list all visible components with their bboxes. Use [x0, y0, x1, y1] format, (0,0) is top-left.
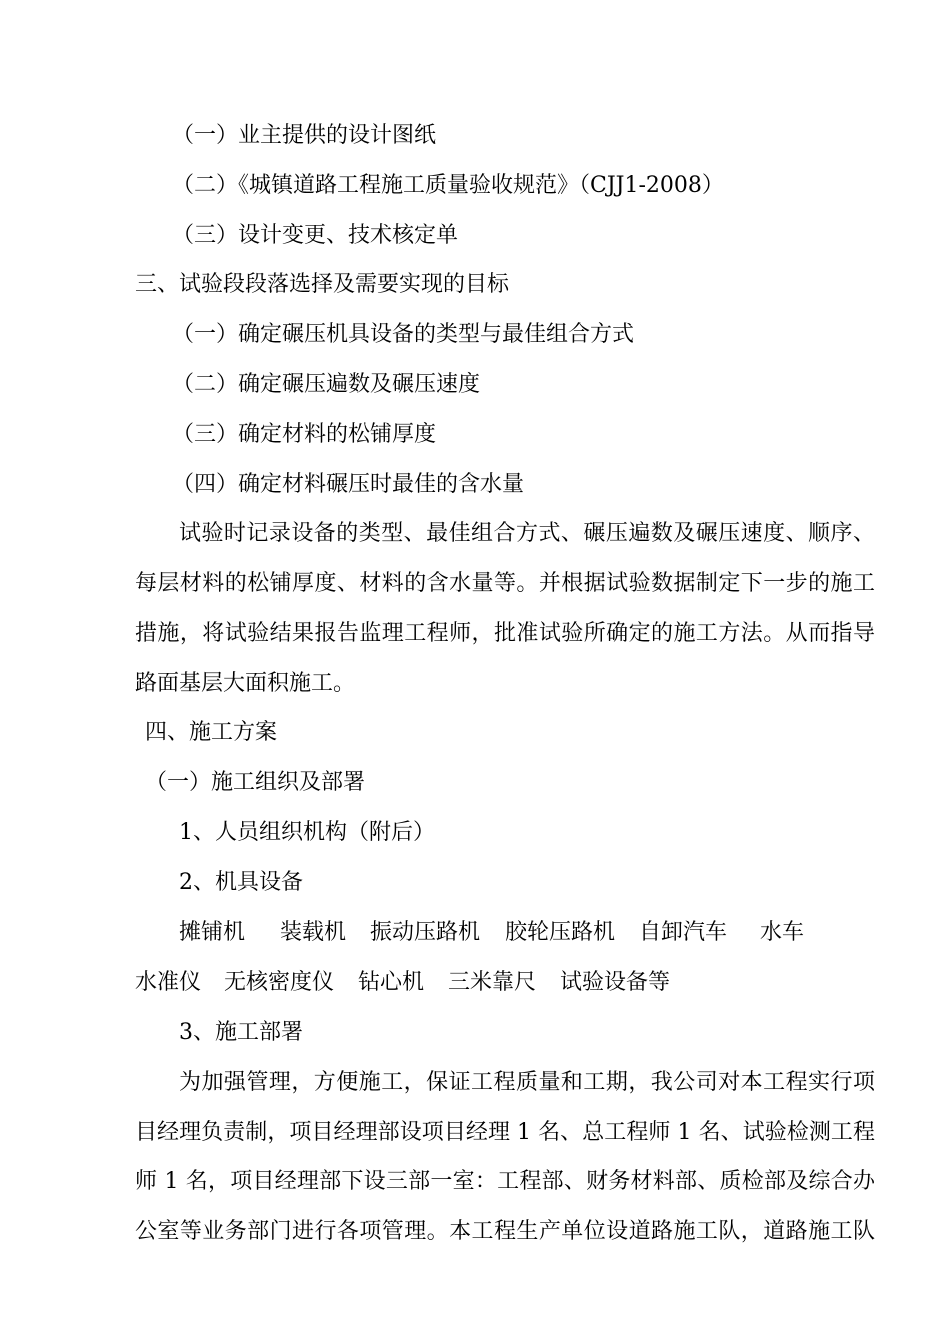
list-item: （一）业主提供的设计图纸: [172, 123, 437, 148]
paragraph-line: 每层材料的松铺厚度、材料的含水量等。并根据试验数据制定下一步的施工: [135, 571, 875, 596]
equipment-item: 摊铺机: [179, 920, 246, 945]
list-item: （四）确定材料碾压时最佳的含水量: [172, 472, 525, 497]
list-item: （三）确定材料的松铺厚度: [172, 422, 437, 447]
list-item: （一）确定碾压机具设备的类型与最佳组合方式: [172, 322, 635, 347]
paragraph-line: 试验时记录设备的类型、最佳组合方式、碾压遍数及碾压速度、顺序、: [179, 521, 875, 546]
paragraph-line: 措施，将试验结果报告监理工程师，批准试验所确定的施工方法。从而指导: [135, 621, 875, 646]
paragraph-line: 为加强管理，方便施工，保证工程质量和工期，我公司对本工程实行项: [179, 1070, 875, 1095]
equipment-item: 试验设备等: [560, 970, 671, 995]
equipment-item: 水车: [760, 920, 805, 945]
equipment-item: 三米靠尺: [448, 970, 537, 995]
equipment-item: 水准仪: [135, 970, 202, 995]
paragraph-line: 公室等业务部门进行各项管理。本工程生产单位设道路施工队，道路施工队: [135, 1219, 875, 1244]
equipment-item: 振动压路机: [370, 920, 481, 945]
equipment-item: 钻心机: [358, 970, 425, 995]
equipment-item: 无核密度仪: [224, 970, 335, 995]
equipment-item: 装载机: [280, 920, 347, 945]
paragraph-line: 路面基层大面积施工。: [135, 671, 356, 696]
list-item: （二）确定碾压遍数及碾压速度: [172, 372, 481, 397]
list-item: 2、机具设备: [179, 870, 303, 895]
equipment-item: 自卸汽车: [639, 920, 728, 945]
paragraph-line: 师 1 名，项目经理部下设三部一室：工程部、财务材料部、质检部及综合办: [135, 1169, 875, 1194]
section-heading: 三、试验段段落选择及需要实现的目标: [135, 272, 510, 297]
list-item: （二）《城镇道路工程施工质量验收规范》（CJJ1-2008）: [172, 173, 724, 198]
equipment-item: 胶轮压路机: [505, 920, 616, 945]
list-item: 1、人员组织机构（附后）: [179, 820, 435, 845]
section-heading: 四、施工方案: [145, 720, 278, 745]
paragraph-line: 目经理负责制，项目经理部设项目经理 1 名、总工程师 1 名、试验检测工程: [135, 1120, 875, 1145]
list-item: （三）设计变更、技术核定单: [172, 223, 459, 248]
list-item: 3、施工部署: [179, 1020, 303, 1045]
subsection-heading: （一）施工组织及部署: [145, 770, 366, 795]
